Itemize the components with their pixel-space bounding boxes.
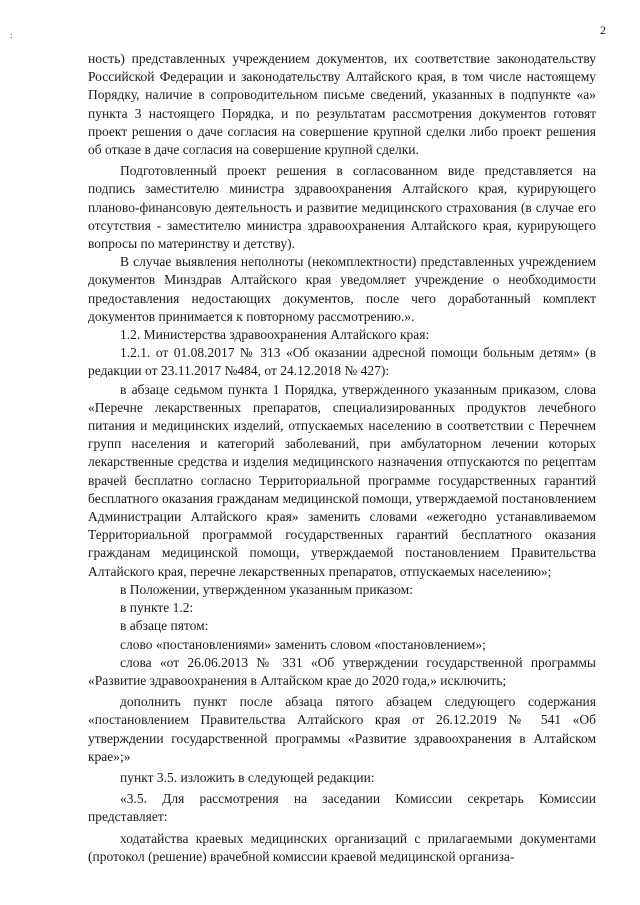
- paragraph-incompleteness: В случае выявления неполноты (некомплектности) представленных учреждением документов Минздрав Алтайского края уведомляет учреждение о необходимости предоставления недостающих документов, после чего доработанный комплект документов принимается к повторному рассмотрению.».: [88, 254, 596, 324]
- paragraph-words-exclude: слова «от 26.06.2013 № 331 «Об утверждении государственной программы «Развитие здравоохранения в Алтайском крае до 2020 года,» исключить;: [88, 654, 596, 688]
- paragraph-supplement: дополнить пункт после абзаца пятого абзацем следующего содержания «постановлением Правительства Алтайского края от 26.12.2019 № 541 «Об утверждении государственной программы «Развитие здравоохранения в Алтайском крае»;»: [88, 694, 596, 764]
- paragraph-item-3-5-text: «3.5. Для рассмотрения на заседании Комиссии секретарь Комиссии представляет:: [88, 791, 596, 825]
- paragraph-seventh-amendment: в абзаце седьмом пункта 1 Порядка, утвержденного указанным приказом, слова «Перечне лекарственных препаратов, специализированных продуктов лечебного питания и медицинских изделий, отпускаемых населению в соответствии с Перечнем групп населения и категорий заболеваний, при амбулаторном лечении которых лекарственные средства и изделия медицинского назначения отпускаются по рецептам врачей бесплатно согласно Территориальной программе государственных гарантий бесплатного оказания гражданам медицинской помощи, утверждаемой постановлением Администрации Алтайского края» заменить словами «ежегодно устанавливаемом Территориальной программой государственных гарантий бесплатного оказания гражданам медицинской помощи, утверждаемой постановлением Правительства Алтайского края, перечне лекарственных препаратов, отпускаемых населению»;: [88, 381, 596, 579]
- page-number: 2: [600, 23, 606, 37]
- paragraph-fifth-abzats: в абзаце пятом:: [120, 618, 209, 634]
- document-body: [88, 50, 596, 866]
- paragraph-word-replace: слово «постановлениями» заменить словом «постановлением»;: [120, 636, 486, 652]
- paragraph-item-1-2: в пункте 1.2:: [120, 600, 194, 616]
- heading-ministry-orders: 1.2. Министерства здравоохранения Алтайского края:: [120, 327, 430, 343]
- paragraph-regulation: в Положении, утвержденном указанным приказом:: [120, 581, 413, 597]
- paragraph-continuation: ность) представленных учреждением документов, их соответствие законодательству Российской Федерации и законодательству Алтайского края, в том числе настоящему Порядку, наличие в сопроводительном письме сведений, указанных в подпункте «а» пункта 3 настоящего Порядка, и по результатам рассмотрения документов готовят проект решения о даче согласия на совершение крупной сделки либо проект решения об отказе в даче согласия на совершение крупной сделки.: [88, 51, 596, 158]
- paragraph-petitions: ходатайства краевых медицинских организаций с прилагаемыми документами (протокол (решение) врачебной комиссии краевой медицинской организа-: [88, 830, 596, 864]
- order-313-title: 1.2.1. от 01.08.2017 № 313 «Об оказании адресной помощи больным детям» (в редакции от 23.11.2017 №484, от 24.12.2018 № 427):: [88, 345, 596, 379]
- paragraph-item-3-5: пункт 3.5. изложить в следующей редакции:: [120, 769, 375, 785]
- corner-mark: :: [10, 30, 13, 40]
- paragraph-draft-decision: Подготовленный проект решения в согласованном виде представляется на подпись заместителю министра здравоохранения Алтайского края, курирующего планово-финансовую деятельность и развитие медицинского страхования (в случае его отсутствия - заместителю министра здравоохранения Алтайского края, курирующего вопросы по материнству и детству).: [88, 163, 596, 252]
